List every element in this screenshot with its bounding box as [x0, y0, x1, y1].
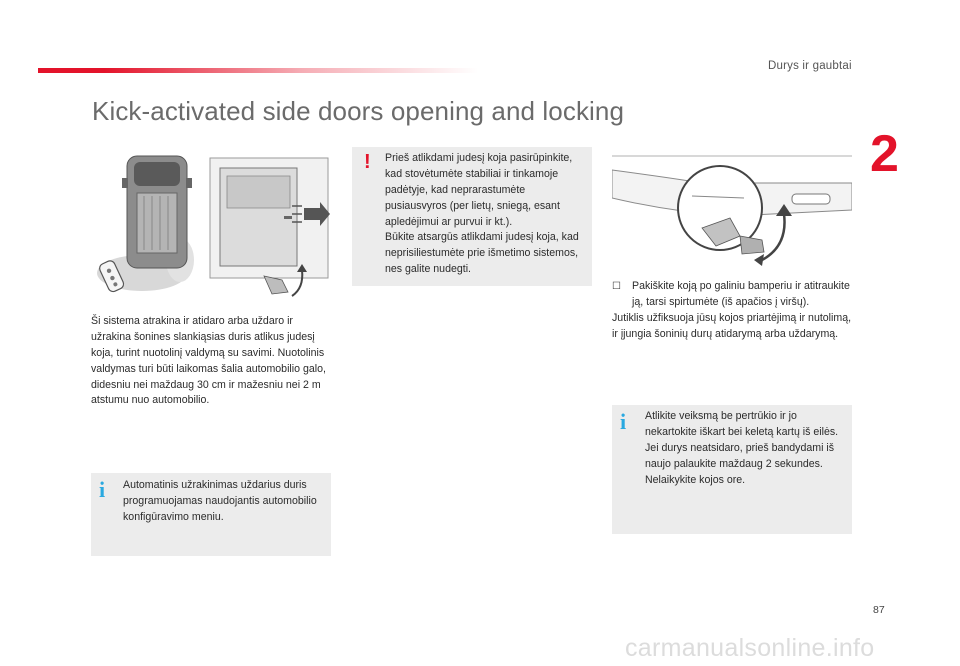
exclamation-icon: !	[364, 151, 371, 173]
step-instruction	[612, 279, 852, 343]
warning-box	[352, 147, 592, 286]
info-icon: i	[620, 409, 627, 434]
kick-motion-arrow-icon	[762, 214, 785, 260]
warning-paragraph-2: Būkite atsargūs atlikdami judesį koja, kad neprisiliestumėte prie išmetimo sistemos, nes galite nudegti.	[385, 231, 579, 276]
step-checkbox-icon: ☐	[612, 281, 621, 292]
step-text: Pakiškite koją po galiniu bamperiu ir atitraukite ją, tarsi spirtumėte (iš apačios į viršų).	[632, 280, 850, 308]
rear-bumper-illustration	[612, 148, 852, 270]
info-box-usage-text	[645, 409, 849, 488]
van-illustration-svg	[92, 148, 332, 308]
foot-icon	[264, 276, 288, 294]
info-box-usage	[612, 405, 852, 534]
sensor-paragraph: Jutiklis užfiksuoja jūsų kojos priartėjimą ir nutolimą, ir įjungia šoninių durų atidarymą arba uždarymą.	[612, 311, 852, 340]
section-title: Durys ir gaubtai	[768, 60, 852, 72]
page-number: 87	[873, 604, 885, 616]
info-box-auto-lock-text: Automatinis užrakinimas uždarius duris programuojamas naudojantis automobilio konfigūravimo meniu.	[123, 479, 317, 523]
shoe-icon	[740, 236, 764, 254]
info-box-auto-lock	[91, 473, 331, 556]
van-cargo-area	[137, 193, 177, 253]
intro-paragraph: Ši sistema atrakina ir atidaro arba uždaro ir užrakina šonines slankiąsias duris atlikus judesį koja, turint nuotolinį valdymą su savimi. Nuotolinis valdymas turi būti laikomas šalia automobilio galo, didesniu nei maždaug 30 cm ir mažesniu nei 2 m atstumu nuo automobilio.	[91, 315, 326, 407]
info-icon: i	[99, 477, 106, 502]
watermark: carmanualsonline.info	[625, 634, 875, 662]
van-windscreen	[134, 162, 180, 186]
chapter-number: 2	[870, 125, 899, 183]
exhaust-pipe	[792, 194, 830, 204]
warning-paragraph-1: Prieš atlikdami judesį koja pasirūpinkite, kad stovėtumėte stabiliai ir tinkamoje padėtyje, kad neprarastumėte pusiausvyros (per lietų, sniegą, esant apledėjimui ar purvui ir kt.).	[385, 152, 573, 228]
warning-box-text	[385, 151, 589, 278]
van-top-view-illustration	[92, 148, 332, 308]
page-title: Kick-activated side doors opening and locking	[92, 96, 625, 126]
info-usage-paragraph-1: Atlikite veiksmą be pertrūkio ir jo nekartokite iškart bei keletą kartų iš eilės.	[645, 410, 839, 438]
info-usage-paragraph-2: Jei durys neatsidaro, prieš bandydami iš naujo palaukite maždaug 2 sekundes. Nelaikykite kojos ore.	[645, 441, 835, 486]
header-accent-bar	[38, 68, 478, 73]
bumper-illustration-svg	[612, 148, 852, 270]
